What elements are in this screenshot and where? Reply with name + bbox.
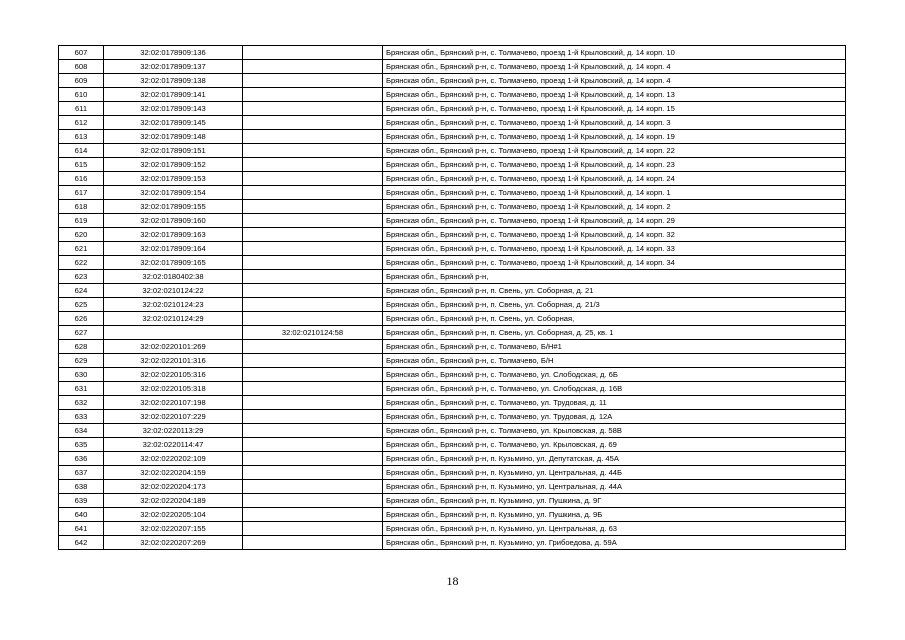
table-row — [59, 200, 846, 214]
secondary-cadastral-number-cell — [243, 158, 383, 172]
table-row — [59, 46, 846, 60]
table-row — [59, 172, 846, 186]
address-cell: Брянская обл., Брянский р-н, с. Толмачево, Б/Н#1 — [383, 340, 846, 354]
secondary-cadastral-number-cell — [243, 144, 383, 158]
table-row — [59, 116, 846, 130]
cadastral-number-cell: 32:02:0220204:159 — [104, 466, 243, 480]
table-row — [59, 494, 846, 508]
secondary-cadastral-number-cell — [243, 116, 383, 130]
cadastral-number-cell: 32:02:0220207:155 — [104, 522, 243, 536]
table-row — [59, 396, 846, 410]
table-row — [59, 74, 846, 88]
cadastral-number-cell: 32:02:0178909:164 — [104, 242, 243, 256]
cadastral-number-cell: 32:02:0178909:154 — [104, 186, 243, 200]
table-row — [59, 480, 846, 494]
table-row — [59, 214, 846, 228]
address-cell: Брянская обл., Брянский р-н, с. Толмачево, ул. Трудовая, д. 12А — [383, 410, 846, 424]
secondary-cadastral-number-cell — [243, 242, 383, 256]
secondary-cadastral-number-cell — [243, 396, 383, 410]
address-cell: Брянская обл., Брянский р-н, с. Толмачево, проезд 1-й Крыловский, д. 14 корп. 24 — [383, 172, 846, 186]
row-number-cell: 642 — [59, 536, 104, 550]
cadastral-number-cell: 32:02:0180402:38 — [104, 270, 243, 284]
table-row — [59, 438, 846, 452]
row-number-cell: 619 — [59, 214, 104, 228]
secondary-cadastral-number-cell — [243, 438, 383, 452]
cadastral-number-cell: 32:02:0220205:104 — [104, 508, 243, 522]
row-number-cell: 636 — [59, 452, 104, 466]
row-number-cell: 607 — [59, 46, 104, 60]
cadastral-number-cell: 32:02:0220202:109 — [104, 452, 243, 466]
cadastral-number-cell: 32:02:0178909:148 — [104, 130, 243, 144]
secondary-cadastral-number-cell — [243, 172, 383, 186]
row-number-cell: 609 — [59, 74, 104, 88]
cadastral-number-cell: 32:02:0220101:316 — [104, 354, 243, 368]
secondary-cadastral-number-cell — [243, 102, 383, 116]
address-cell: Брянская обл., Брянский р-н, с. Толмачево, проезд 1-й Крыловский, д. 14 корп. 32 — [383, 228, 846, 242]
table-row — [59, 60, 846, 74]
secondary-cadastral-number-cell — [243, 494, 383, 508]
address-cell: Брянская обл., Брянский р-н, п. Кузьмино, ул. Пушкина, д. 9Г — [383, 494, 846, 508]
cadastral-number-cell: 32:02:0178909:137 — [104, 60, 243, 74]
secondary-cadastral-number-cell — [243, 480, 383, 494]
row-number-cell: 639 — [59, 494, 104, 508]
row-number-cell: 616 — [59, 172, 104, 186]
address-cell: Брянская обл., Брянский р-н, п. Свень, ул. Соборная, д. 25, кв. 1 — [383, 326, 846, 340]
cadastral-number-cell: 32:02:0220114:47 — [104, 438, 243, 452]
address-cell: Брянская обл., Брянский р-н, с. Толмачево, проезд 1-й Крыловский, д. 14 корп. 22 — [383, 144, 846, 158]
secondary-cadastral-number-cell — [243, 284, 383, 298]
table-row — [59, 284, 846, 298]
page-number: 18 — [446, 574, 459, 588]
cadastral-number-cell: 32:02:0178909:138 — [104, 74, 243, 88]
address-cell: Брянская обл., Брянский р-н, с. Толмачево, проезд 1-й Крыловский, д. 14 корп. 1 — [383, 186, 846, 200]
table-row — [59, 522, 846, 536]
table-row — [59, 130, 846, 144]
row-number-cell: 613 — [59, 130, 104, 144]
row-number-cell: 612 — [59, 116, 104, 130]
table-row — [59, 354, 846, 368]
address-cell: Брянская обл., Брянский р-н, с. Толмачево, ул. Крыловская, д. 69 — [383, 438, 846, 452]
cadastral-number-cell: 32:02:0178909:163 — [104, 228, 243, 242]
row-number-cell: 629 — [59, 354, 104, 368]
secondary-cadastral-number-cell — [243, 312, 383, 326]
address-cell: Брянская обл., Брянский р-н, — [383, 270, 846, 284]
row-number-cell: 624 — [59, 284, 104, 298]
row-number-cell: 615 — [59, 158, 104, 172]
address-cell: Брянская обл., Брянский р-н, п. Кузьмино, ул. Центральная, д. 63 — [383, 522, 846, 536]
row-number-cell: 614 — [59, 144, 104, 158]
row-number-cell: 632 — [59, 396, 104, 410]
address-cell: Брянская обл., Брянский р-н, с. Толмачево, проезд 1-й Крыловский, д. 14 корп. 13 — [383, 88, 846, 102]
secondary-cadastral-number-cell: 32:02:0210124:58 — [243, 326, 383, 340]
secondary-cadastral-number-cell — [243, 536, 383, 550]
cadastral-number-cell: 32:02:0220113:29 — [104, 424, 243, 438]
secondary-cadastral-number-cell — [243, 228, 383, 242]
address-cell: Брянская обл., Брянский р-н, с. Толмачево, Б/Н — [383, 354, 846, 368]
cadastral-number-cell: 32:02:0220101:269 — [104, 340, 243, 354]
cadastral-number-cell: 32:02:0220204:173 — [104, 480, 243, 494]
row-number-cell: 623 — [59, 270, 104, 284]
row-number-cell: 622 — [59, 256, 104, 270]
address-cell: Брянская обл., Брянский р-н, с. Толмачево, проезд 1-й Крыловский, д. 14 корп. 4 — [383, 74, 846, 88]
table-row — [59, 88, 846, 102]
table-row — [59, 536, 846, 550]
address-cell: Брянская обл., Брянский р-н, п. Свень, ул. Соборная, д. 21/3 — [383, 298, 846, 312]
cadastral-number-cell: 32:02:0220204:189 — [104, 494, 243, 508]
table-row — [59, 186, 846, 200]
row-number-cell: 641 — [59, 522, 104, 536]
address-cell: Брянская обл., Брянский р-н, с. Толмачево, проезд 1-й Крыловский, д. 14 корп. 15 — [383, 102, 846, 116]
secondary-cadastral-number-cell — [243, 60, 383, 74]
address-cell: Брянская обл., Брянский р-н, с. Толмачево, проезд 1-й Крыловский, д. 14 корп. 23 — [383, 158, 846, 172]
row-number-cell: 625 — [59, 298, 104, 312]
row-number-cell: 628 — [59, 340, 104, 354]
address-cell: Брянская обл., Брянский р-н, с. Толмачево, проезд 1-й Крыловский, д. 14 корп. 10 — [383, 46, 846, 60]
secondary-cadastral-number-cell — [243, 466, 383, 480]
secondary-cadastral-number-cell — [243, 340, 383, 354]
row-number-cell: 621 — [59, 242, 104, 256]
table-row — [59, 242, 846, 256]
table-row — [59, 424, 846, 438]
address-cell: Брянская обл., Брянский р-н, с. Толмачево, проезд 1-й Крыловский, д. 14 корп. 29 — [383, 214, 846, 228]
row-number-cell: 626 — [59, 312, 104, 326]
cadastral-number-cell: 32:02:0178909:152 — [104, 158, 243, 172]
row-number-cell: 618 — [59, 200, 104, 214]
cadastral-number-cell: 32:02:0210124:29 — [104, 312, 243, 326]
cadastral-number-cell — [104, 326, 243, 340]
cadastral-number-cell: 32:02:0178909:141 — [104, 88, 243, 102]
row-number-cell: 620 — [59, 228, 104, 242]
cadastral-number-cell: 32:02:0178909:165 — [104, 256, 243, 270]
row-number-cell: 617 — [59, 186, 104, 200]
address-cell: Брянская обл., Брянский р-н, с. Толмачево, проезд 1-й Крыловский, д. 14 корп. 33 — [383, 242, 846, 256]
table-row — [59, 158, 846, 172]
secondary-cadastral-number-cell — [243, 186, 383, 200]
row-number-cell: 631 — [59, 382, 104, 396]
cadastral-number-cell: 32:02:0178909:143 — [104, 102, 243, 116]
secondary-cadastral-number-cell — [243, 452, 383, 466]
table-row — [59, 270, 846, 284]
row-number-cell: 638 — [59, 480, 104, 494]
cadastral-number-cell: 32:02:0220107:198 — [104, 396, 243, 410]
secondary-cadastral-number-cell — [243, 214, 383, 228]
address-cell: Брянская обл., Брянский р-н, с. Толмачево, ул. Слободская, д. 16В — [383, 382, 846, 396]
table-row — [59, 228, 846, 242]
secondary-cadastral-number-cell — [243, 256, 383, 270]
cadastral-number-cell: 32:02:0178909:151 — [104, 144, 243, 158]
row-number-cell: 611 — [59, 102, 104, 116]
address-cell: Брянская обл., Брянский р-н, п. Кузьмино, ул. Депутатская, д. 45А — [383, 452, 846, 466]
address-cell: Брянская обл., Брянский р-н, п. Кузьмино, ул. Центральная, д. 44Б — [383, 466, 846, 480]
table-row — [59, 144, 846, 158]
row-number-cell: 610 — [59, 88, 104, 102]
address-cell: Брянская обл., Брянский р-н, с. Толмачево, проезд 1-й Крыловский, д. 14 корп. 3 — [383, 116, 846, 130]
cadastral-number-cell: 32:02:0178909:160 — [104, 214, 243, 228]
secondary-cadastral-number-cell — [243, 410, 383, 424]
table-row — [59, 340, 846, 354]
address-cell: Брянская обл., Брянский р-н, п. Свень, ул. Соборная, — [383, 312, 846, 326]
table-row — [59, 368, 846, 382]
address-cell: Брянская обл., Брянский р-н, п. Кузьмино, ул. Пушкина, д. 9Б — [383, 508, 846, 522]
secondary-cadastral-number-cell — [243, 424, 383, 438]
table-row — [59, 298, 846, 312]
secondary-cadastral-number-cell — [243, 382, 383, 396]
row-number-cell: 637 — [59, 466, 104, 480]
property-registry-table — [58, 45, 846, 550]
cadastral-number-cell: 32:02:0220207:269 — [104, 536, 243, 550]
secondary-cadastral-number-cell — [243, 130, 383, 144]
secondary-cadastral-number-cell — [243, 354, 383, 368]
row-number-cell: 635 — [59, 438, 104, 452]
secondary-cadastral-number-cell — [243, 522, 383, 536]
address-cell: Брянская обл., Брянский р-н, с. Толмачево, проезд 1-й Крыловский, д. 14 корп. 34 — [383, 256, 846, 270]
cadastral-number-cell: 32:02:0178909:153 — [104, 172, 243, 186]
address-cell: Брянская обл., Брянский р-н, п. Свень, ул. Соборная, д. 21 — [383, 284, 846, 298]
address-cell: Брянская обл., Брянский р-н, с. Толмачево, ул. Слободская, д. 6Б — [383, 368, 846, 382]
secondary-cadastral-number-cell — [243, 200, 383, 214]
secondary-cadastral-number-cell — [243, 74, 383, 88]
row-number-cell: 627 — [59, 326, 104, 340]
secondary-cadastral-number-cell — [243, 88, 383, 102]
cadastral-number-cell: 32:02:0210124:23 — [104, 298, 243, 312]
cadastral-number-cell: 32:02:0210124:22 — [104, 284, 243, 298]
row-number-cell: 640 — [59, 508, 104, 522]
secondary-cadastral-number-cell — [243, 508, 383, 522]
cadastral-number-cell: 32:02:0178909:145 — [104, 116, 243, 130]
table-row — [59, 312, 846, 326]
table-row — [59, 508, 846, 522]
cadastral-number-cell: 32:02:0220105:316 — [104, 368, 243, 382]
address-cell: Брянская обл., Брянский р-н, п. Кузьмино, ул. Центральная, д. 44А — [383, 480, 846, 494]
address-cell: Брянская обл., Брянский р-н, с. Толмачево, проезд 1-й Крыловский, д. 14 корп. 4 — [383, 60, 846, 74]
address-cell: Брянская обл., Брянский р-н, с. Толмачево, ул. Крыловская, д. 58В — [383, 424, 846, 438]
address-cell: Брянская обл., Брянский р-н, с. Толмачево, проезд 1-й Крыловский, д. 14 корп. 19 — [383, 130, 846, 144]
cadastral-number-cell: 32:02:0178909:155 — [104, 200, 243, 214]
row-number-cell: 633 — [59, 410, 104, 424]
table-row — [59, 256, 846, 270]
address-cell: Брянская обл., Брянский р-н, с. Толмачево, ул. Трудовая, д. 11 — [383, 396, 846, 410]
cadastral-number-cell: 32:02:0220105:318 — [104, 382, 243, 396]
secondary-cadastral-number-cell — [243, 368, 383, 382]
table-row — [59, 102, 846, 116]
table-row — [59, 466, 846, 480]
secondary-cadastral-number-cell — [243, 298, 383, 312]
table-row — [59, 410, 846, 424]
address-cell: Брянская обл., Брянский р-н, с. Толмачево, проезд 1-й Крыловский, д. 14 корп. 2 — [383, 200, 846, 214]
secondary-cadastral-number-cell — [243, 270, 383, 284]
registry-table-body — [59, 46, 846, 550]
table-row — [59, 326, 846, 340]
address-cell: Брянская обл., Брянский р-н, п. Кузьмино, ул. Грибоедова, д. 59А — [383, 536, 846, 550]
cadastral-number-cell: 32:02:0220107:229 — [104, 410, 243, 424]
table-row — [59, 382, 846, 396]
table-row — [59, 452, 846, 466]
secondary-cadastral-number-cell — [243, 46, 383, 60]
row-number-cell: 630 — [59, 368, 104, 382]
cadastral-number-cell: 32:02:0178909:136 — [104, 46, 243, 60]
row-number-cell: 608 — [59, 60, 104, 74]
row-number-cell: 634 — [59, 424, 104, 438]
